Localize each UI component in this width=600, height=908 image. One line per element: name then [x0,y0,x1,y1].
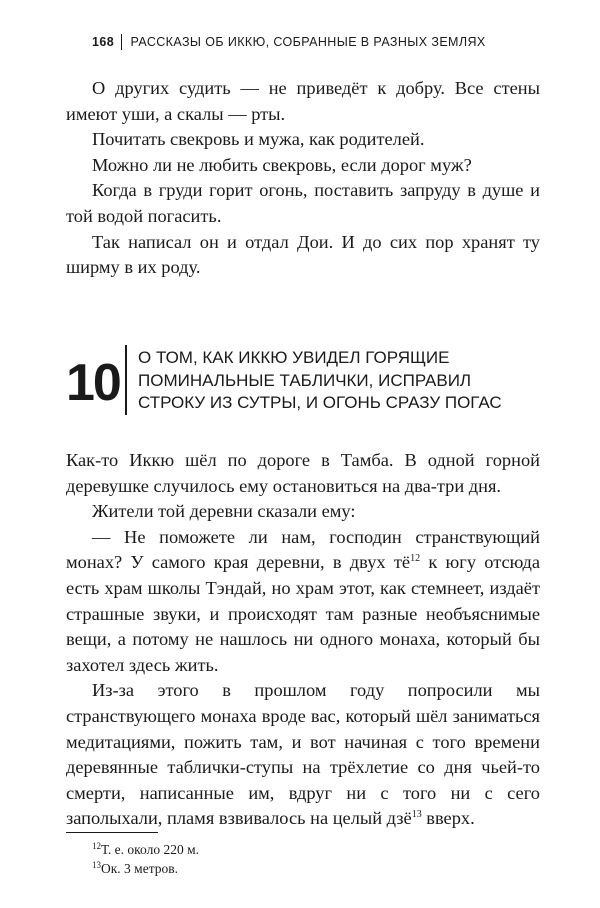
paragraph-text: — Не поможете ли нам, господин странствующий монах? У самого края деревни, в двух тё [66,526,540,573]
footnote-mark: 13 [92,860,101,870]
paragraph: Так написал он и отдал Дои. И до сих пор хранят ту ширму в их роду. [66,231,540,278]
footnote-mark: 12 [92,841,101,851]
paragraph: Жители той деревни сказали ему: [92,501,356,522]
page-number: 168 [92,35,115,49]
paragraph [66,678,540,832]
chapter-title-line: СТРОКУ ИЗ СУТРЫ, И ОГОНЬ СРАЗУ ПОГАС [138,393,502,412]
footnote-text: Т. е. около 220 м. [101,842,199,857]
footnotes [92,840,199,878]
running-header [92,34,542,50]
paragraph: Как-то Иккю шёл по дороге в Тамба. В одной горной деревушке случилось ему остановиться на два-три дня. [66,450,540,496]
paragraph: Когда в груди горит огонь, поставить запруду в душе и той водой погасить. [66,180,540,226]
footnote-rule [66,832,158,833]
paragraph: Почитать свекровь и мужа, как родителей. [92,129,425,150]
chapter-title-line: ПОМИНАЛЬНЫЕ ТАБЛИЧКИ, ИСПРАВИЛ [138,370,472,390]
chapter-heading [66,345,546,417]
footnote [92,840,199,859]
text-block-top [66,76,540,281]
paragraph [66,525,540,679]
footnote-ref[interactable]: 12 [410,553,421,565]
footnote-text: Ок. 3 метров. [101,861,179,876]
paragraph-text: Из-за этого в прошлом году попросили мы странствующего монаха вроде вас, который шёл заниматься медитациями, пожить там, и вот начиная с того времени деревянные таблички-ступы на трёхлетие со дня чьей-то смерти, написанные им, вдруг ни с того ни с сего заполыхали, пламя взвивалось на целый дзё [66,680,540,829]
paragraph-text: вверх. [421,808,475,829]
chapter-title [138,347,548,415]
chapter-divider [125,345,127,415]
footnote-ref[interactable]: 13 [411,809,422,821]
text-block-bottom [66,448,540,832]
footnote [92,859,199,878]
paragraph: Можно ли не любить свекровь, если дорог муж? [92,154,472,175]
paragraph: О других судить — не приведёт к добру. Все стены имеют уши, а скалы — рты. [66,78,540,124]
chapter-number: 10 [66,354,120,412]
chapter-title-line: О ТОМ, КАК ИККЮ УВИДЕЛ ГОРЯЩИЕ [138,348,450,367]
header-divider [121,34,122,50]
paragraph-text: к югу отсюда есть храм школы Тэндай, но храм этот, как стемнеет, издаёт страшные звуки, и происходят там разные необъяснимые вещи, а потому не нашлось ни одного монаха, который бы захотел здесь жить. [66,552,540,675]
running-title: РАССКАЗЫ ОБ ИККЮ, СОБРАННЫЕ В РАЗНЫХ ЗЕМЛЯХ [130,35,486,49]
